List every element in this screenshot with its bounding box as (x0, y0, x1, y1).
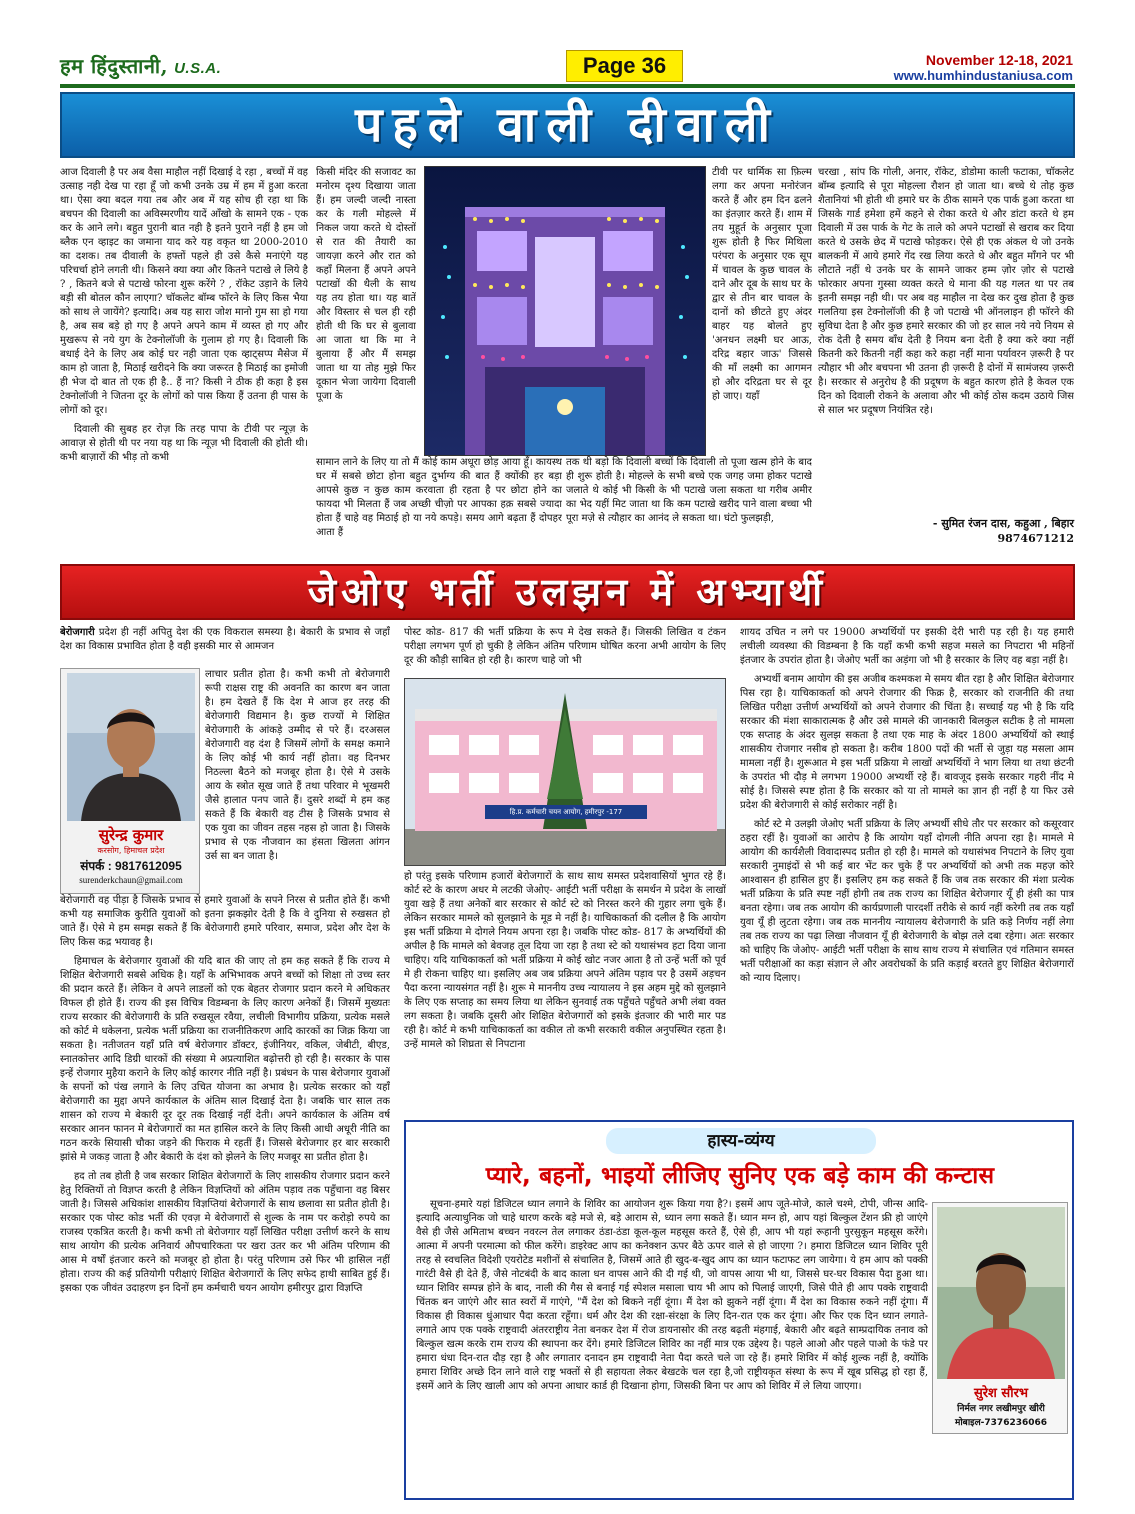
article1-column-4 (818, 166, 1074, 512)
diwali-lights-building-photo (424, 166, 706, 456)
article1-column-1 (60, 166, 308, 554)
commission-signboard: हि.प्र. कर्मचारी चयन आयोग, हमीरपुर -177 (509, 808, 623, 816)
article2-lead-word: बेरोजगारी (60, 627, 95, 638)
article2-paragraph: प्रदेश ही नहीं अपितु देश की एक विकराल समस्या है। बेकारी के प्रभाव से जहाँ देश का विकास प्रभावित होता है वही इसकी मार से आमजन (60, 627, 390, 652)
article1-column-3-tail (566, 456, 812, 554)
satire-box (404, 1120, 1074, 1500)
satire-headline: प्यारे, बहनों, भाइयों लीजिए सुनिए एक बड़े काम की कन्टास (485, 1163, 995, 1189)
author-photo (67, 673, 195, 821)
article1-paragraph: टीवी पर धार्मिक सा फ़िल्म लगा कर अपना मनोरंजन करते हैं और हम दिन ढलने का इंतज़ार करते हैं। शाम में तय मुहूर्त के अनुसार पूजा शुरू होती है फिर मिथिला परंपरा के अनुसार एक सूप में चावल के कुछ चावल के दाने और दूब के साथ घर के द्वार से तीन बार चावल के दानों को छीटते हुए अंदर बाहर यह बोलते हुए 'अनधन लक्ष्मी घर आऊ, दरिद्र बहार जाऊ' जिससे की माँ लक्ष्मी का आगमन हो और दरिद्रता घर से दूर हो जाए। यहाँ (712, 167, 812, 402)
article2-beside-photo (205, 668, 390, 894)
author-email[interactable]: surenderkchaun@gmail.com (79, 875, 183, 885)
author-phone: मोबाइल-7376236066 (954, 1418, 1048, 1428)
article2-paragraph: हो परंतु इसके परिणाम हजारों बेरोजगारों के साथ साथ समस्त प्रदेशवासियों भुगत रहे हैं। कोर्ट स्टे के कारण अधर मे लटकी जेओए- आईटी भर्ती परीक्षा के समर्थन मे प्रदेश के लाखों युवा खड़े हैं तथा अनेकों बार सरकार से कोर्ट स्टे को निरस्त करने की गुहार लगा चुके हैं। लेकिन सरकार मामले को सुलझाने के मूड मे नहीं है। याचिकाकर्ता की दलील है कि आयोग इस भर्ती प्रक्रिया मे दोगले नियम अपना रहा है। जबकि पोस्ट कोड- 817 के अभ्यर्थियों की अपील है कि मामले को बेवजह तूल दिया जा रहा है तथा स्टे को यथासंभव हटा दिया जाना चाहिए। यदि याचिकाकर्ता को भर्ती प्रक्रिया मे कोई खोट नजर आता है तो उन्हें भर्ती को पूर्व मे ही रोकना चाहिए था। इसलिए अब जब प्रक्रिया अपने अंतिम पड़ाव पर है उसमें अड़चन पैदा करना न्यायसंगत नहीं है। शुरू मे माननीय उच्च न्यायालय ने इस अहम मुद्दे को सुलझाने के लिए एक सप्ताह का समय लिया था लेकिन सुनवाई तक पहुँचते पहुँचते अभी लंबा वक्त लग सकता है। जबकि दूसरी ओर शिक्षित बेरोजगारों को इसके इंतजार की भारी मार पड रही है। कोर्ट मे कभी याचिकाकर्ता का वकील तो कभी सरकारी वकील अनुपस्थित रहता है। उन्हें मामले को शिघ्रता से निपटाना (404, 871, 726, 1050)
article1-phone: 9874671212 (997, 532, 1074, 545)
author-name: सुरेन्द्र कुमार (98, 826, 164, 844)
author-location: करसोग, हिमाचल प्रदेश (97, 846, 165, 855)
article1-author: - सुमित रंजन दास, कहुआ , बिहार (932, 517, 1074, 530)
article1-paragraph: किसी मंदिर की सजावट का मनोरम दृश्य दिखाया जाता हैं। हम जल्दी जल्दी नास्ता कर के गली मोहल्ले में निकल जया करते थे दोस्तों से रात की तैयारी का जायज़ा करने और रात को कहाँ मिलना हैं अपने अपने पटाखों की थैली के साथ यह तय होता था। यह बातें और विस्तार से चल ही रही होती थी कि घर से बुलावा आ जाता था कि मा ने बुलाया हैं और मैं समझ जाता था या तोह मुझे फिर दूकान भेजा जायेगा दिवाली पूजा के (316, 167, 416, 402)
article2-paragraph: अभ्यर्थी बनाम आयोग की इस अजीब कश्मकश मे समय बीत रहा है और शिक्षित बेरोजगार पिस रहा है। याचिकाकर्ता को अपने रोजगार की फिक्र है, सरकार को राजनीति की तथा लिखित परीक्षा उत्तीर्ण अभ्यर्थियों को अपने रोजगार की चिंता है। सच्चाई यह भी है कि यदि सरकार की मंशा साकारात्मक है और उसे मामले की जानकारी बिलकुल सटीक है तो मामला एक सप्ताह के अंदर सुलझ सकता है तथा एक माह के अंदर 1800 अभ्यर्थियों को स्थाई शासकीय रोजगार नसीब हो सकता है। करीब 1800 पदों की भर्ती से जुड़ा यह मसला आम मामला नहीं है। शुरूआत मे इस भर्ती प्रक्रिया मे लाखों अभ्यर्थियों ने भाग लिया था तथा छंटनी के उपरांत भी दौड़ मे लगभग 19000 अभ्यर्थी रहे हैं। बावजूद इसके सरकार गहरी नींद मे सोई है। जिससे स्पष्ट होता है कि सरकार को या तो मामले का ज्ञान ही नहीं है या फिर उसे प्रदेश की बेरोजगारी से कोई सरोकार नहीं है। (740, 674, 1074, 811)
author-phone: संपर्क : 9817612095 (80, 859, 182, 873)
article2-paragraph: शायद उचित न लगे पर 19000 अभ्यर्थियों पर इसकी देरी भारी पड़ रही है। यह हमारी लचीली व्यवस्था की विडम्बना है कि यहाँ कभी कभी सहज मसले का निपटारा भी महिनों इंतजार के उपरांत होता है। जेओए भर्ती का अड़ंगा जो भी है सरकार के लिए वह बड़ा नहीं है। (740, 627, 1074, 666)
article1-column-2-tail (316, 456, 562, 554)
headline-diwali: पहले वाली दीवाली (60, 92, 1075, 158)
satire-paragraph: सूचना-हमारे यहां डिजिटल ध्यान लगाने के शिविर का आयोजन शुरू किया गया है?। इसमें आप जूते-मोजे, काले चश्मे, टोपी, जीन्स आदि-इत्यादि अत्याधुनिक जो चाहे धारण करके बड़े मजे से, बड़े आराम से, ध्यान लगा सकते हैं। ध्यान मग्न हो, आप यहां बिल्कुल टेंशन फ्री हो जाएंगे वैसे ही जैसे अमिताभ बच्चन नवरत्न तेल लगाकर ठंडा-ठंडा कूल-कूल महसूस करते हैं, ऐसे ही, आप भी यहां रूहानी पुरसुकून महसूस करेंगे। आत्मा में अपनी परमात्मा को फील करेंगे। डाइरेक्ट आप का कनेक्शन ऊपर बैठे ऊपर वाले से हो जाएगा ?। हमारा डिजिटल ध्यान शिविर पूरी तरह से स्वचलित विदेशी एयरोटेड मशीनों से संचालित है, जिसमें आते ही खुद-ब-खुद आप का ध्यान फटाफट लग जायेगा। ये हम आप को पक्की गारंटी वैसे ही देते हैं, जैसे नोटबंदी के बाद काला धन वापस आने की दी गई थी, जो वापस आया भी था, जिससे घर-घर विकास पैदा हुआ था। ध्यान शिविर सम्पन्न होने के बाद, नाली की गैस से बनाई गई स्पेशल मसाला चाय भी आप को पिलाई जाएगी, जिसे पीते ही आप पक्के राष्ट्रवादी चिंतक बन जाएंगे और सात स्वरों में गाएंगे, "मैं देश को बिकने नहीं दूंगा। मैं देश को झुकने नहीं दूंगा। मैं देश का विकास रुकने नहीं दूंगा। मैं विकास ही विकास धुंआधार पैदा करता रहूँगा। धर्म और देश की रक्षा-संरक्षा के लिए दिन-रात एक कर दूंगा। और फिर एक दिन ध्यान लगाते-लगाते आप एक पक्के राष्ट्रवादी अंतरराष्ट्रीय नेता बनकर देश में रोज डायनासोर की तरह बढ़ती मंहगाई, बेकारी और बढ़ते साम्प्रदायिक तनाव को बिल्कुल खत्म करके राम राज्य की स्थापना कर देंगे। हमारे डिजिटल शिविर का नहीं मात्र एक उद्देश्य है। पहले आओ और पहले पाओ के फंडे पर हमारा धंधा दिन-रात दौड़ रहा है और लगातार दनादन हम राष्ट्रवादी नेता पैदा करते चले जा रहे हैं। हमारे शिविर में कोई शुल्क नहीं है, क्योंकि हमारा शिविर अच्छे दिन लाने वाले राष्ट्र भक्तों से ही सहायता लेकर बेखटके चल रहा है,जो राष्ट्रीयकृत संस्था के रूप में खूब प्रसिद्ध हो रहा हैं, इसमें आने के लिए खाली आप को अपना आधार कार्ड ही दिखाना होगा, जिसकी बिना पर आप को शिविर में ले लिया जाएगा। (416, 1199, 928, 1392)
headline-joa-recruitment: जेओए भर्ती उलझन में अभ्यार्थी (60, 564, 1075, 620)
satire-tag: हास्य-व्यंग्य (606, 1128, 876, 1154)
masthead-divider (60, 84, 1075, 88)
masthead (0, 0, 1135, 90)
article1-paragraph: सामान लाने के लिए या तो मैं कोई काम अधूरा छोड़ आया हूँ। कायस्थ घर में सबसे छोटा होना बहुत दुर्भाग्य की बात हैं क्योंकी हर बड़ा आपसे कुछ न कुछ काम करवाता ही रहता है पर छोटा होने का फायदा भी मिलता हैं जब अच्छी चीज़ो पर आपका हक़ सबसे ज्यादा होता हैं चाहे वह मिठाई हो या नये कपड़े। समय आगे बढ़ता हैं दोपहर आता हैं (316, 457, 562, 538)
issue-date: November 12-18, 2021 (925, 52, 1073, 68)
article2-paragraph: लाचार प्रतीत होता है। कभी कभी तो बेरोजगारी रूपी राक्षस राष्ट्र की अवनति का कारण बन जाता है। हम देखते हैं कि देश मे आज हर तरह की बेरोजगारी विद्यमान है। कुछ राज्यों मे शिक्षित बेरोजगारी के आंकड़े उम्मीद से परे हैं। दरअसल बेरोजगारी वह दंश है जिसमें लोगों के समक्ष कमाने के लिए कोई भी कार्य नहीं होता। वह दिनभर निठल्ला बैठने को मजबूर होता है। ऐसे मे उसके आय के स्त्रोत सूख जाते हैं तथा परिवार मे भूखमरी जैसे हालात पनप जाते हैं। दुसरे शब्दों मे हम कह सकते हैं कि बेकारी वह टीस है जिसके प्रभाव से एक युवा का जीवन तहस नहस हो जाता है। जिसके प्रभाव से एक नौजवान का हंसता खिलता आंगन उर्स सा बन जाता है। (205, 669, 390, 862)
article2-column-2-bottom (404, 870, 726, 1112)
article2-column-3 (740, 626, 1074, 1112)
author-name: सुरेश सौरभ (973, 1386, 1029, 1401)
article2-paragraph: बेरोजगारी वह पीड़ा है जिसके प्रभाव से हमारे युवाओं के सपने निरस से प्रतीत होते हैं। कभी कभी यह समाजिक कुरीति युवाओं को इतना झकझोर देती है कि वे दुनिया से रुखसत हो जाते हैं। ऐसे मे हम समझ सकते हैं कि बेरोजगारी हमारे परिवार, समाज, प्रदेश और देश के लिए किस कद्र भयावह है। (60, 895, 390, 948)
article1-paragraph: चरखा , सांप कि गोली, अनार, रॉकेट, डोडोमा काली फटाका, चॉकलेट बॉम्ब इत्यादि से पूरा मोहल्ला रौशन हो जाता था। बच्चे थे तोह कुछ शैतानियां भी होती थी हमारे घर के ठीक सामने एक पार्क हुआ करता था जिसके गार्ड हमेशा हमें कहने से रोका करते थे और डांटा करते थे हम दिवाली में उस पार्क के गेट के ताले को अपने पटाखों से खराब कर दिया करते थे उसके छेद में पटाखे फोड़कर। ऐसे ही एक अंकल थे जो उनके बालकनी में आये हमारे गेंद रख लिया करते थे और बहुत माँगने पर भी लौटाते नहीं थे उनके घर के सामने जाकर हम्म ज़ोर ज़ोर से पटाखे फोरकार अपना गुस्सा व्यक्त करते थे माना की यह गलत था पर तब इतनी समझ नही थी। पर अब वह माहौल ना देख कर दुख होता है कुछ गलतिया इस टेक्नोलॉजी की है जो पटाखे भी ऑनलाइन ही फॉरने की सुविधा देता है और कुछ हमारे सरकार की जो हर साल नये नये नियम से रोक देती है समय बाँध देती है नियम बना देती है क्या करे क्या नहीं कितनी करे कितनी नहीं कहा करे कहा नहीं माना पर्यावरन ज़रूरी है पर त्यौहार भी और बचपना भी उतना ही ज़रूरी है दोनों में सामंजस्य ज़रूरी है। सरकार से अनुरोध है की प्रदूषण के बहुत कारण होते है केवल एक दिन को दिवाली रोकने के अलावा और भी कोई ठोस कदम उठाये जिस से साल भर प्रदूषण नियंत्रित रहे। (818, 167, 1074, 416)
author-box-surender (60, 668, 200, 894)
author-box-suresh (932, 1202, 1068, 1434)
article1-byline (818, 516, 1074, 546)
article1-paragraph: दिवाली की सुबह हर रोज़ कि तरह पापा के टीवी पर न्यूज़ के आवाज़ से होती थी पर नया यह था कि न्यूज़ भी दिवाली की होती थी। कभी बाज़ारों की भीड़ तो कभी (60, 424, 308, 463)
newspaper-title: हम हिंदुस्तानी, U.S.A. (60, 54, 222, 78)
article1-paragraph: तक थी बड़ो कि दिवाली बच्चों कि दिवाली तो पूजा खत्म होने के बाद ही शुरू होती है। मोहल्ले के सभी बच्चे एक जगह जमा होकर पटाखे जलाते थे कोई भी किसी के भी पटाखे जला सकता था गरीब अमीर का भेद यहीं मिट जाता था कि कम पटाखे खरीद पाने वाला बच्चा भी पूरा मज़े से त्यौहार का आनंद ले सकता था। घंटो फुलझड़ी, (566, 457, 812, 524)
article2-paragraph: हद तो तब होती है जब सरकार शिक्षित बेरोजगारों के लिए शासकीय रोजगार प्रदान करने हेतु रिक्तियों तो विज्ञप्त करती है लेकिन विज्ञप्तियों को अंतिम पड़ाव तक पहुँचाना वह बिसर जाती है। जिससे अधिकांश शासकीय विज्ञप्तियां बेरोजगारों के साथ छलावा सा प्रतीत होती है। सरकार एक पोस्ट कोड भर्ती की एवज़ मे बेरोजगारों से शुल्क के नाम पर करोड़ो रुपये का राजस्व एकत्रित करती है। कभी कभी तो बेरोजगार यहाँ लिखित परीक्षा उत्तीर्ण करने के साथ साथ आयोग की प्रत्येक अनिवार्य औपचारिकता पर खरा उतर कर भी अंतिम परिणाम की आस मे वर्षों इंतजार करने को मजबूर हो होता है। परंतु परिणाम उसे फिर भी हासिल नहीं होता। राज्य की कई प्रतियोगी परीक्षाएं शिक्षित बेरोजगारों के लिए सफेद हाथी साबित हुई हैं। इसका एक जीवंत उदाहरण इन दिनों हम कर्मचारी चयन आयोग हमीरपुर द्वारा विज्ञप्ति (60, 1171, 390, 1294)
article1-column-3 (712, 166, 812, 456)
article2-intro (60, 626, 390, 668)
article2-column-2-top (404, 626, 726, 676)
article2-column-1 (60, 894, 390, 1500)
article2-paragraph: हिमाचल के बेरोजगार युवाओं की यदि बात की जाए तो हम कह सकते हैं कि राज्य मे शिक्षित बेरोजगारी सबसे अधिक है। यहाँ के अभिभावक अपने बच्चों को शिक्षा तो उच्च स्तर की प्रदान करते हैं। लेकिन वे अपने लाडलों को एक बेहतर रोजगार प्रदान करने मे अधिकतर विफल ही होते हैं। राज्य की इस विचित्र विडम्बना के लिए कारण अनेकों हैं। जिसमें मुख्यतः राज्य सरकार की बेरोजगारी के प्रति रुखसूल रवैया, लचीली विभागीय प्रक्रिया, प्रत्येक मसले को कोर्ट मे धकेलना, प्रत्येक भर्ती प्रक्रिया का राजनीतिकरण आदि कारकों का जिक्र किया जा सकता है। नतीजतन यहाँ प्रति वर्ष बेरोजगार डॉक्टर, इंजीनियर, वकिल, जेबीटी, बीएड, स्नातकोत्तर आदि डिग्री धारकों की संख्या मे अप्रत्याशित बढ़ोत्तरी हो रही है। सरकार के पास इन्हें रोजगार मुहैया कराने के लिए कोई कारगर नीति नहीं है। प्रबंधन के पास बेरोजगार युवाओं के सपनों को पंख लगाने के लिए उचित योजना का अभाव है। प्रत्येक सरकार को यहाँ बेरोजगारी का मुद्दा अपने कार्यकाल के अंतिम साल दिखाई देता है। जबकि चार साल तक शासन को राज्य मे बेकारी दूर दूर तक दिखाई नहीं देती। अपने कार्यकाल के अंतिम वर्ष सरकार आनन फानन मे बेरोजगारों का मत हासिल करने के लिए किसी आधी अधूरी नीति का गठन करके सियासी चौका जड़ने की फिराक मे रहतीं हैं। जिससे बेरोजगार हर बार सरकारी झांसे मे जकड़ जाता है और बेकारी के दंश को झेलने के लिए मजबूर सा प्रतीत होता है। (60, 956, 390, 1163)
article2-paragraph: कोर्ट स्टे मे उलझी जेओए भर्ती प्रक्रिया के लिए अभ्यर्थी सीधे तौर पर सरकार को कसूरवार ठहरा रहीं है। युवाओं का आरोप है कि आयोग यहाँ दोगली नीति अपना रहा है। मामले मे आयोग की कार्यशैली विवादास्पद प्रतीत हो रही है। मामले को यथासंभव निपटाने के लिए युवा सरकारी नुमाइंदों से भी कई बार भेंट कर चुके हैं पर अभ्यर्थियों को अभी तक महज़ कोरे आश्वासन ही हासिल हुए हैं। इसलिए हम कह सकते हैं कि जब तक सरकार की मंशा प्रत्येक भर्ती प्रक्रिया के प्रति स्पष्ट नहीं होगी तब तक राज्य का शिक्षित बेरोजगार यूँ ही हंसी का पात्र बनता रहेगा। जब तक आयोग की कार्यप्रणाली पारदर्शी तरीके से कार्य नहीं करेगी तब तक यहाँ युवा यूँ ही लुटता रहेगा। जब तक माननीय न्यायालय बेरोजगारी के प्रति कड़े निर्णय नहीं लेगा तब तक राज्य का पढ़ा लिखा नौजवान यूँ ही बेरोजगारी के बोझ तले दबा रहेगा। अतः सरकार को चाहिए कि जेओए- आईटी भर्ती परीक्षा के साथ साथ राज्य मे संचालित एवं गतिमान समस्त भर्ती परीक्षाओं का कड़ा संज्ञान ले और अवरोधकों के प्रति कड़ाई बरतते हुए शिक्षित बेरोजगारों को न्याय दिलाए। (740, 819, 1074, 984)
satire-body (416, 1198, 928, 1434)
page-number: Page 36 (566, 50, 683, 82)
article2-paragraph: पोस्ट कोड- 817 की भर्ती प्रक्रिया के रूप मे देख सकते हैं। जिसकी लिखित व टंकन परीक्षा लगभग पूर्ण हो चुकी है लेकिन अंतिम परिणाम घोषित करना अभी आयोग के लिए दूर की कौड़ी साबित हो रही है। कारण चाहे जो भी (404, 627, 726, 666)
author-photo (937, 1207, 1065, 1379)
article1-paragraph: आज दिवाली है पर अब वैसा माहौल नहीं दिखाई दे रहा , बच्चों में वह उत्साह नही देख पा रहा हूँ जो कभी उनके उम्र में हम में हुआ करता था। ऐसा क्या बदल गया तब और अब में यह सोच ही रहा था कि बचपन की दिवाली का अविस्मरणीय यादें आँखो के सामने एक - एक कर के आने लगे। बहुत पुरानी बात नही है इतने पुराने नहीं है हम जो ब्लैक एन व्हाइट का जमाना याद करे यह वकृत था 2000-2010 का दशक। तब दीवाली के हफ्तों पहले ही उसे कैसे मनाएंगे यह परिचर्चा होने लगती थी। किसने क्या क्या और कितने पटाखे ले लिये है ? , कितने बजे से पटाखे फोरना शुरू करेंगे ? , रॉकेट उड़ाने के लिये बड़ी सी बोतल कौन लाएगा? चॉकलेट बॉम्ब फॉरने के लिए किस भैया को साथ ले जायेंगे? इत्यादि। अब यह सारा जोश मानो गुम सा हो गया है, अब सब बड़े हो गए है अपने अपने काम में व्यस्त हो गए और मुखरूप से नये युग के टेक्नोलॉजी के गुलाम हो गए है। दिवाली कि बधाई देने के लिए अब कोई घर नही जाता एक व्हाट्सप्प मैसेज में काम हो जाता है, मिठाई खरीदने कि क्या जरूरत है मिठाई का इमोजी ही भेज दो बात तो एक ही है.. हैं ना? किसी ने ठीक ही कहा है इस टेक्नोलॉजी ने जितना दूर के लोगों को पास किया हैं उतना ही पास के लोगों को दूर। (60, 167, 308, 416)
commission-building-photo (404, 678, 726, 866)
newspaper-title-suffix: U.S.A. (174, 60, 222, 77)
website-link[interactable]: www.humhindustaniusa.com (893, 68, 1073, 83)
author-location: निर्मल नगर लखीमपुर खीरी (957, 1404, 1045, 1414)
